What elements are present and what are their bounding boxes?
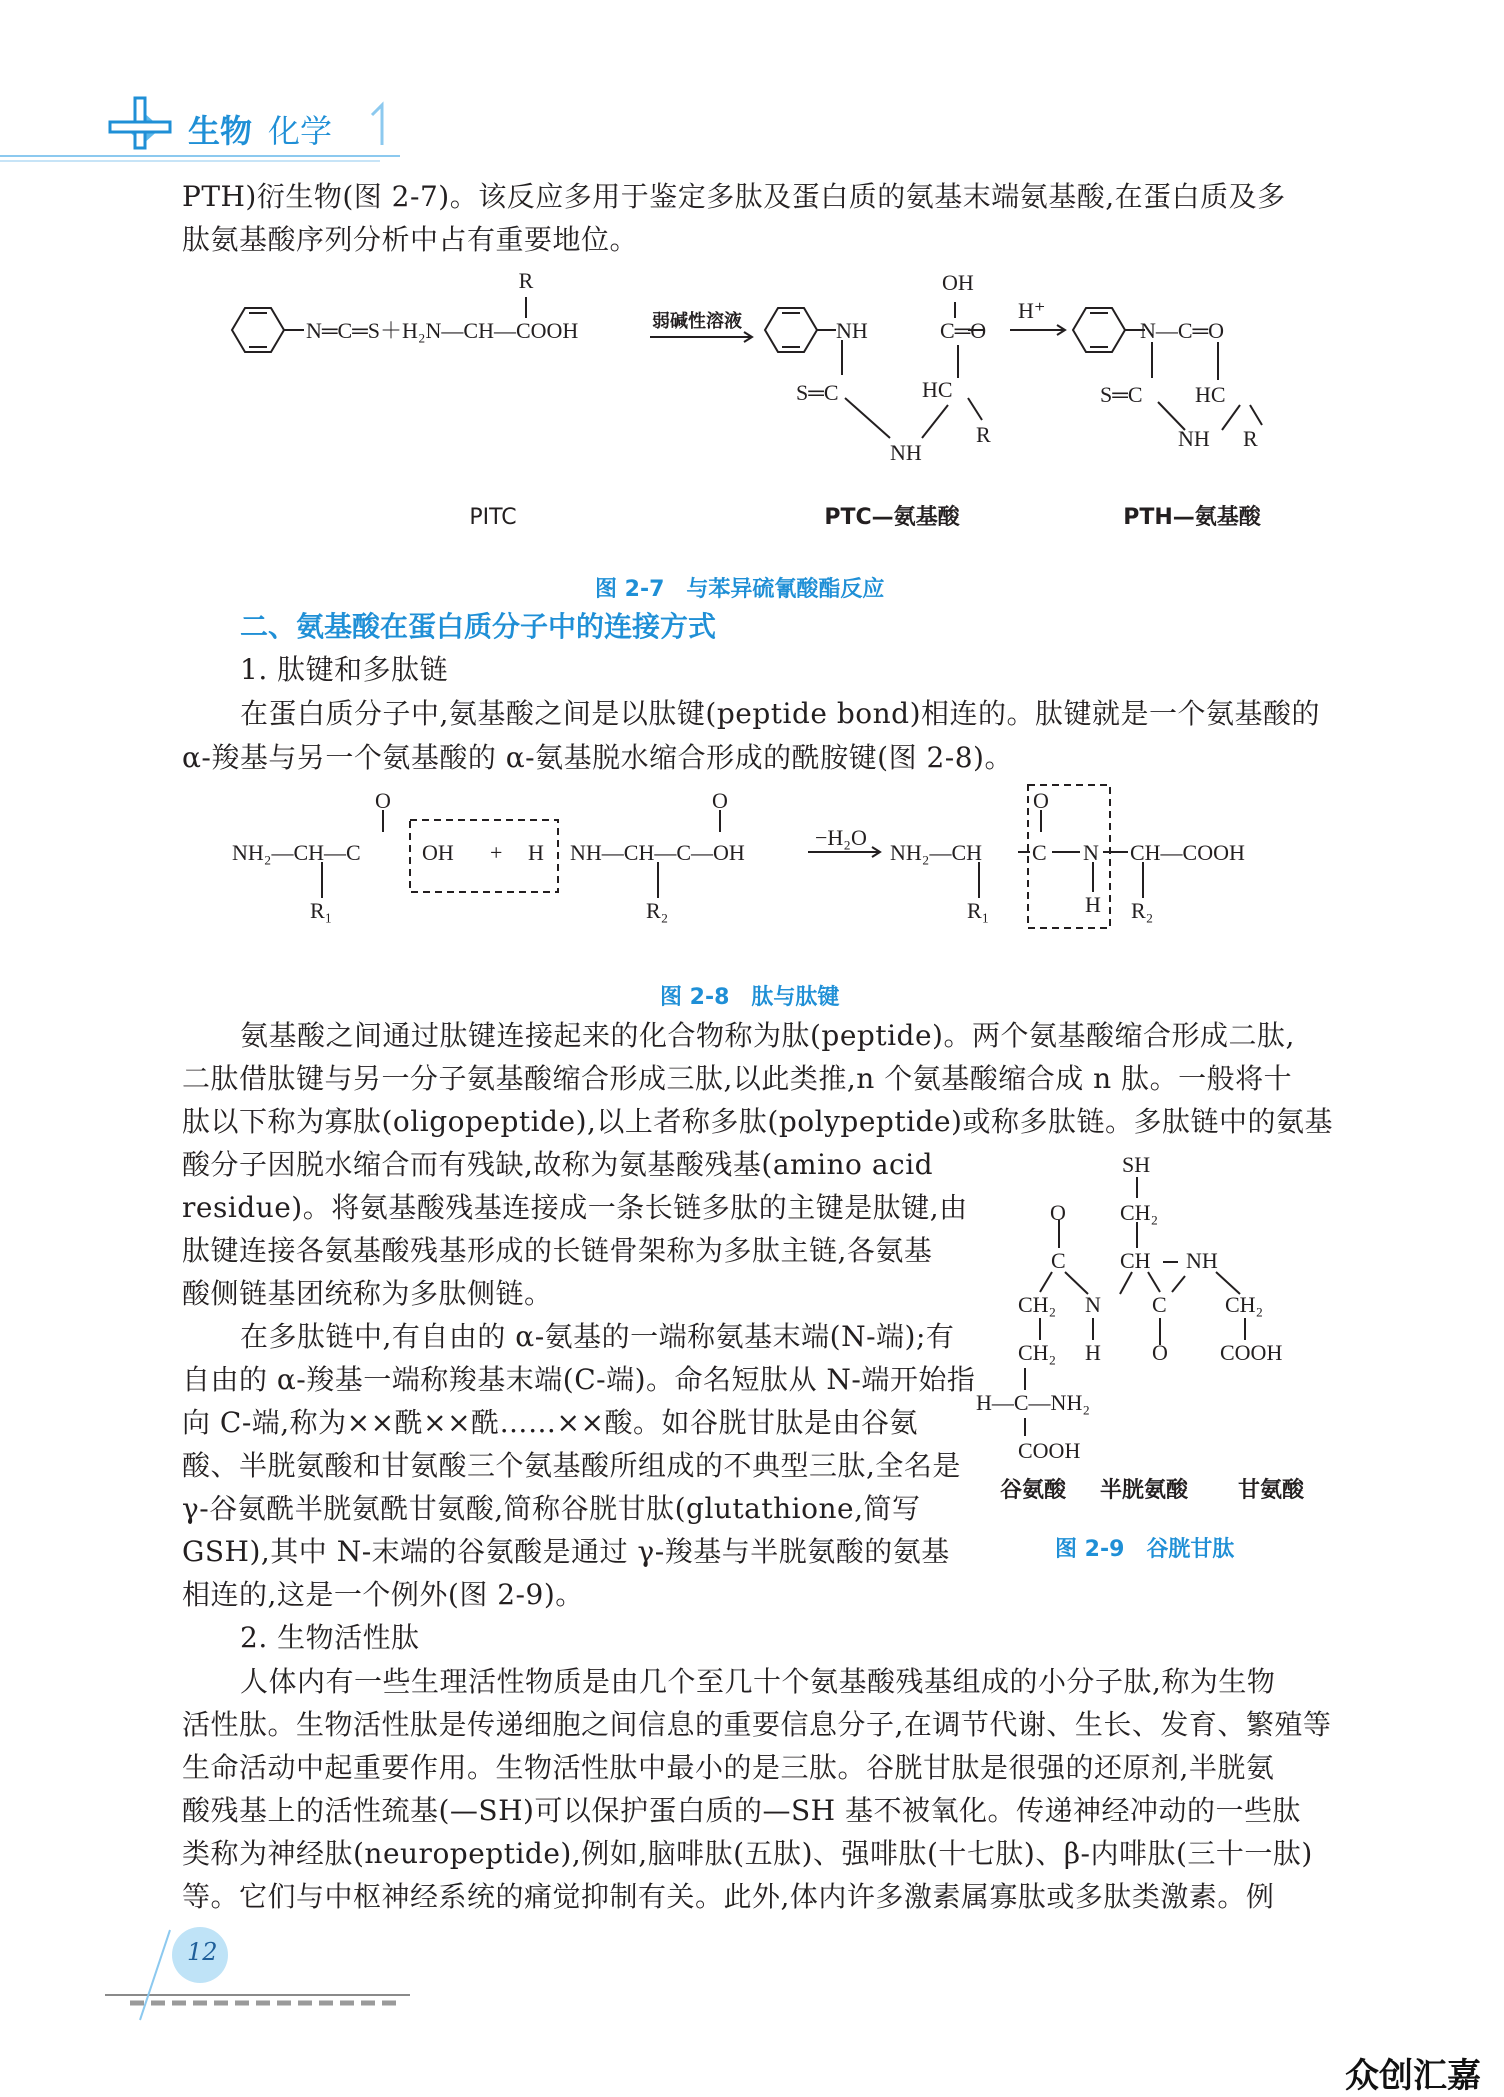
fig29-label-gly: 甘氨酸 — [1238, 1478, 1305, 1503]
fig28-prod-ch-cooh: CH—COOH — [1130, 840, 1245, 865]
body-text: 活性肽。生物活性肽是传递细胞之间信息的重要信息分子,在调节代谢、生长、发育、繁殖等 — [182, 1708, 1332, 1741]
fig27-ptc-nh2: NH — [890, 440, 922, 465]
fig27-pth-nh: NH — [1178, 426, 1210, 451]
body-text: 等。它们与中枢神经系统的痛觉抑制有关。此外,体内许多激素属寡肽或多肽类激素。例 — [182, 1880, 1275, 1913]
fig27-ptc-nh: NH — [836, 318, 868, 343]
fig28-r2: R₂ — [646, 898, 669, 923]
body-text: α-羧基与另一个氨基酸的 α-氨基脱水缩合形成的酰胺键(图 2-8)。 — [182, 741, 1013, 774]
fig27-pth-n-c-o: N—C═O — [1140, 318, 1225, 343]
fig28-caption: 图 2-8 肽与肽键 — [660, 985, 840, 1010]
subheading: 1. 肽键和多肽链 — [240, 653, 449, 686]
fig29-label-glu: 谷氨酸 — [1000, 1478, 1067, 1503]
fig29-ch2-cys: CH₂ — [1120, 1200, 1159, 1225]
body-text: 人体内有一些生理活性物质是由几个至几十个氨基酸残基组成的小分子肽,称为生物 — [240, 1665, 1276, 1698]
header-title-part2: 化学 — [268, 112, 333, 150]
body-text: 酸分子因脱水缩合而有残缺,故称为氨基酸残基(amino acid — [182, 1148, 934, 1181]
fig29-ch-cys: CH — [1120, 1248, 1151, 1273]
fig29-ch2-gly: CH₂ — [1225, 1292, 1264, 1317]
section-heading: 二、氨基酸在蛋白质分子中的连接方式 — [240, 610, 717, 643]
fig29-h: H — [1085, 1340, 1101, 1365]
body-text: 氨基酸之间通过肽键连接起来的化合物称为肽(peptide)。两个氨基酸缩合形成二肽, — [240, 1019, 1295, 1052]
fig27-ptc-s-eq-c: S═C — [796, 380, 839, 405]
subheading: 2. 生物活性肽 — [240, 1621, 420, 1654]
body-text: 肽氨基酸序列分析中占有重要地位。 — [182, 223, 639, 256]
fig28-prod-o: O — [1033, 788, 1049, 813]
fig29-ch2-glu1: CH₂ — [1018, 1292, 1057, 1317]
body-text: 肽以下称为寡肽(oligopeptide),以上者称多肽(polypeptide)或称多肽链。多肽链中的氨基 — [182, 1105, 1333, 1138]
body-text: 相连的,这是一个例外(图 2-9)。 — [182, 1578, 584, 1611]
fig28-nh2-ch: NH₂—CH—C — [232, 840, 361, 865]
fig29-label-cys: 半胱氨酸 — [1100, 1478, 1189, 1503]
fig28-plus: + — [490, 840, 503, 865]
body-text: γ-谷氨酰半胱氨酰甘氨酸,简称谷胱甘肽(glutathione,简写 — [182, 1492, 921, 1525]
fig28-water: −H₂O — [815, 825, 867, 850]
fig27-eq-left: N═C═S＋H₂N—CH—COOH — [306, 318, 579, 343]
fig27-ptc-c-eq-o: C═O — [940, 318, 987, 343]
fig29-o-cys: O — [1152, 1340, 1168, 1365]
fig28-o1: O — [375, 788, 391, 813]
fig28-prod-r2: R₂ — [1131, 898, 1154, 923]
fig28-prod-c: C — [1032, 840, 1047, 865]
fig29-c-cys: C — [1152, 1292, 1167, 1317]
fig28-prod-left: NH₂—CH — [890, 840, 983, 865]
header-title-part1: 生物 — [188, 112, 253, 150]
fig27-label-ptc: PTC—氨基酸 — [824, 505, 960, 530]
fig28-nh-ch-c: NH—CH—C—OH — [570, 840, 745, 865]
page-number: 12 — [187, 1938, 218, 1966]
body-text: 自由的 α-羧基一端称羧基末端(C-端)。命名短肽从 N-端开始指 — [182, 1363, 976, 1396]
body-text: 在多肽链中,有自由的 α-氨基的一端称氨基末端(N-端);有 — [240, 1320, 955, 1353]
body-text: 酸、半胱氨酸和甘氨酸三个氨基酸所组成的不典型三肽,全名是 — [182, 1449, 961, 1482]
fig27-pth-hc: HC — [1195, 382, 1226, 407]
fig29-ch2-glu2: CH₂ — [1018, 1340, 1057, 1365]
body-text: 向 C-端,称为××酰××酰……××酸。如谷胱甘肽是由谷氨 — [182, 1406, 918, 1439]
fig29-c-glu: C — [1051, 1248, 1066, 1273]
fig27-ptc-oh: OH — [942, 270, 974, 295]
fig29-nh-gly: NH — [1186, 1248, 1218, 1273]
fig28-o2: O — [712, 788, 728, 813]
body-text: PTH)衍生物(图 2-7)。该反应多用于鉴定多肽及蛋白质的氨基末端氨基酸,在蛋白质及多 — [182, 180, 1286, 213]
fig29-caption: 图 2-9 谷胱甘肽 — [1055, 1537, 1235, 1562]
fig28-prod-h: H — [1085, 892, 1101, 917]
body-text: residue)。将氨基酸残基连接成一条长链多肽的主键是肽键,由 — [182, 1191, 968, 1224]
fig28-oh: OH — [422, 840, 454, 865]
fig29-cooh-glu: COOH — [1018, 1438, 1081, 1463]
fig27-reagent: 弱碱性溶液 — [652, 311, 742, 332]
fig28-prod-n: N — [1083, 840, 1099, 865]
fig29-sh: SH — [1122, 1152, 1151, 1177]
fig27-label-pitc: PITC — [469, 505, 517, 530]
body-text: 二肽借肽键与另一分子氨基酸缩合形成三肽,以此类推,n 个氨基酸缩合成 n 肽。一般将十 — [182, 1062, 1293, 1095]
fig28-h: H — [528, 840, 544, 865]
fig29-h-c-nh2: H—C—NH₂ — [976, 1390, 1091, 1415]
body-text: 酸残基上的活性巯基(—SH)可以保护蛋白质的—SH 基不被氧化。传递神经冲动的一些肽 — [182, 1794, 1301, 1827]
body-text: 酸侧链基团统称为多肽侧链。 — [182, 1277, 553, 1310]
body-text: GSH),其中 N-末端的谷氨酸是通过 γ-羧基与半胱氨酸的氨基 — [182, 1535, 950, 1568]
fig27-r: R — [518, 268, 534, 293]
body-text: 生命活动中起重要作用。生物活性肽中最小的是三肽。谷胱甘肽是很强的还原剂,半胱氨 — [182, 1751, 1275, 1784]
body-text: 肽键连接各氨基酸残基形成的长链骨架称为多肽主链,各氨基 — [182, 1234, 933, 1267]
fig27-ptc-hc: HC — [922, 377, 953, 402]
fig27-pth-s-eq-c: S═C — [1100, 382, 1143, 407]
fig27-ptc-r: R — [976, 422, 991, 447]
fig28-prod-r1: R₁ — [967, 898, 990, 923]
fig29-o-glu: O — [1050, 1200, 1066, 1225]
fig27-label-pth: PTH—氨基酸 — [1123, 505, 1261, 530]
body-text: 类称为神经肽(neuropeptide),例如,脑啡肽(五肽)、强啡肽(十七肽)、β-内啡肽(三十一肽) — [182, 1837, 1313, 1870]
fig27-caption: 图 2-7 与苯异硫氰酸酯反应 — [595, 577, 885, 602]
fig29-cooh-gly: COOH — [1220, 1340, 1283, 1365]
fig27-acid: H⁺ — [1018, 298, 1046, 323]
fig27-pth-r: R — [1243, 426, 1258, 451]
body-text: 在蛋白质分子中,氨基酸之间是以肽键(peptide bond)相连的。肽键就是一个氨基酸的 — [240, 697, 1321, 730]
watermark: 众创汇嘉 — [1345, 2056, 1481, 2096]
fig28-r1: R₁ — [310, 898, 333, 923]
fig29-n: N — [1085, 1292, 1101, 1317]
